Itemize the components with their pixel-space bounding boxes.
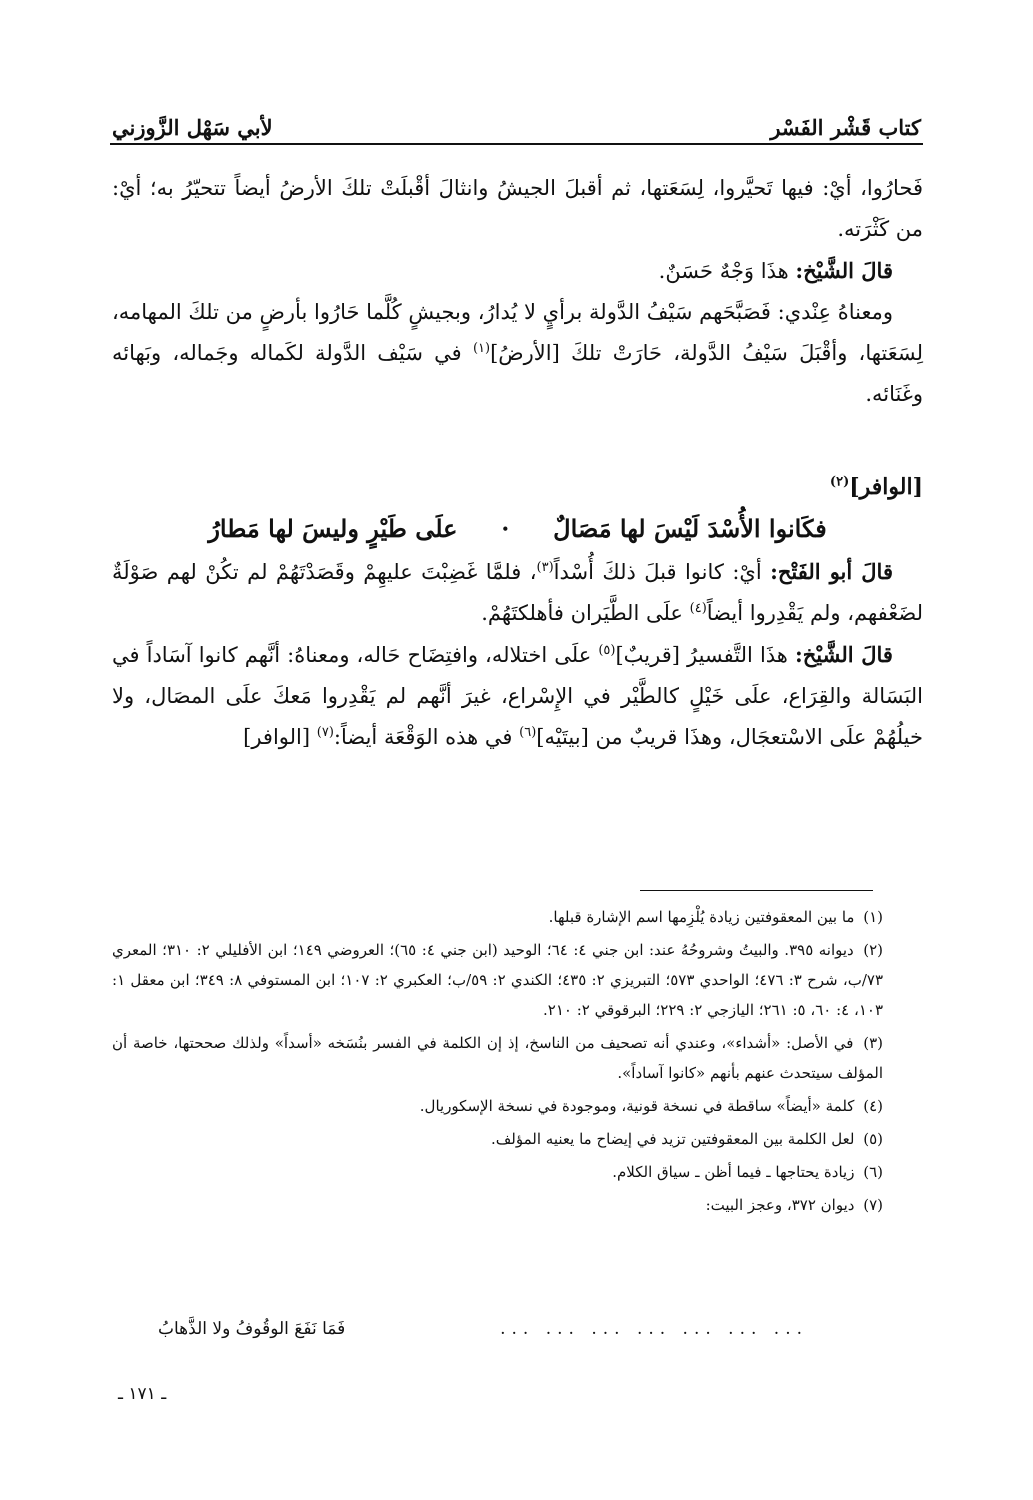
paragraph-4-text-c: علَى الطَّيَران فأهلكتَهُمْ. [481, 601, 690, 625]
footnote-7 [112, 1190, 883, 1220]
footnote-ref-5[interactable]: (٥) [598, 643, 616, 658]
speaker-label: قالَ الشَّيْخ: [794, 642, 893, 667]
paragraph-4-text-a: أيْ: كانوا قبلَ ذلكَ أُسْداً [553, 560, 771, 584]
page-number: ـ ١٧١ ـ [118, 1384, 167, 1404]
hemistich-text: فَمَا نَفَعَ الوقُوفُ ولا الذَّهابُ [158, 1319, 346, 1339]
paragraph-5 [112, 634, 923, 758]
footnote-ref-3[interactable]: (٣) [536, 560, 554, 575]
elided-hemistich-dots: ... ... ... ... ... ... ... [500, 1319, 808, 1339]
paragraph-4 [112, 551, 923, 634]
paragraph-2 [112, 250, 923, 292]
footnote-ref-1[interactable]: (١) [472, 341, 491, 356]
header-author: لأبي سَهْل الزَّوزني [112, 115, 273, 140]
verse-first-hemistich: فكَانوا الأُسْدَ لَيْسَ لها مَصَالٌ [553, 514, 827, 543]
verse-second-hemistich: علَى طَيْرٍ وليسَ لها مَطارُ [208, 514, 458, 543]
paragraph-3 [112, 292, 923, 415]
footnotes [112, 902, 883, 1223]
footnote-2 [112, 935, 883, 1025]
footnote-5 [112, 1124, 883, 1154]
footnote-4 [112, 1091, 883, 1121]
footnote-1 [112, 902, 883, 932]
header-rule [110, 143, 923, 145]
paragraph-3-text-a: ومعناهُ عِنْدي: فَصَبَّحَهم سَيْفُ الدَّولة برأيٍ لا يُدارُ، وبجيشٍ كُلَّما حَارُوا بأرضٍ من تلكَ المهامه، لِسَعَتها، وأقْبَلَ سَيْفُ الدَّولة، حَارَتْ تلكَ [الأرضُ] [112, 300, 924, 365]
paragraph-3-text-b: في سَيْف الدَّولة لكَماله وجَماله، وبَهائه وغَنَائه. [112, 341, 923, 406]
speaker-label: قالَ أبو الفَتْح: [770, 559, 893, 584]
footnote-text: زيادة يحتاجها ـ فيما أظن ـ سياق الكلام. [612, 1163, 855, 1181]
paragraph-5-text-d: [الوافر] [243, 725, 317, 749]
poetry-verse [112, 507, 923, 551]
footnote-text: في الأصل: «أشداء»، وعندي أنه تصحيف من الناسخ، إذ إن الكلمة في الفسر بنُسَخه «أسداً» ولذلك صححتها، خاصة أن المؤلف سيتحدث عنهم بأنهم «كانوا آساداً». [112, 1034, 883, 1082]
footnote-text: لعل الكلمة بين المعقوفتين تزيد في إيضاح ما يعنيه المؤلف. [491, 1130, 855, 1148]
header-book-title: كتاب قَشْر الفَسْر [770, 115, 921, 140]
speaker-label: قالَ الشَّيْخ: [795, 258, 893, 283]
footnote-text: ديوانه ٣٩٥. والبيتُ وشروحُهُ عند: ابن جني ٤: ٦٤؛ الوحيد (ابن جني ٤: ٦٥)؛ العروضي ١٤٩؛ ابن الأفليلي ٢: ٣١٠؛ المعري ٧٣/ب، شرح ٣: ٤٧٦؛ الواحدي ٥٧٣؛ التبريزي ٢: ٤٣٥؛ الكندي ٢: ٥٩/ب؛ العكبري ٢: ١٠٧؛ ابن المستوفي ٨: ٣٤٩؛ ابن معقل ١: ١٠٣، ٤: ٦٠، ٥: ٢٦١؛ اليازجي ٢: ٢٢٩؛ البرقوقي ٢: ٢١٠. [112, 941, 884, 1019]
running-header [112, 96, 921, 140]
footnote-number: (٧) [863, 1196, 883, 1214]
meter-name: [الوافر] [849, 474, 923, 500]
footnote-number: (٦) [863, 1163, 883, 1181]
footnote-ref-7[interactable]: (٧) [316, 725, 334, 740]
meter-label [112, 467, 923, 507]
footnote-text: ما بين المعقوفتين زيادة يُلْزِمها اسم الإشارة قبلها. [548, 908, 855, 926]
footnote-text: ديوان ٣٧٢، وعجز البيت: [705, 1196, 855, 1214]
footnote-number: (١) [863, 908, 883, 926]
paragraph-2-text: هذَا وَجْهٌ حَسَنٌ. [658, 259, 789, 283]
paragraph-5-text-c: في هذه الوَقْعَة أيضاً: [333, 725, 520, 749]
paragraph-1: فَحارُوا، أيْ: فيها تَحيَّروا، لِسَعَتها، ثم أقبلَ الجيشُ وانثالَ أقْبلَتْ تلكَ الأرضُ أيضاً تتحيّرُ به؛ أيْ: من كَثْرَته. [112, 176, 923, 241]
footnote-ref-2[interactable]: (٢) [829, 474, 850, 490]
footnote-rule [640, 890, 873, 891]
footnote-number: (٤) [863, 1097, 883, 1115]
footnote-6 [112, 1157, 883, 1187]
footnote-3 [112, 1028, 883, 1088]
footnote-number: (٣) [863, 1034, 883, 1052]
paragraph-4-text-b: ، فلمَّا غَضِبْتَ عليهِمْ وقَصَدْتَهُمْ لم تكُنْ لهم صَوْلَةٌ لضَعْفهم، ولم يَقْدِروا أيضاً [112, 560, 923, 625]
main-text [112, 168, 923, 758]
footnote-verse-hemistich [158, 1314, 808, 1344]
footnote-number: (٢) [863, 941, 884, 959]
footnote-ref-6[interactable]: (٦) [519, 725, 537, 740]
paragraph-5-text-a: هذَا التَّفسيرُ [قريبٌ] [615, 643, 795, 667]
verse-separator: • [501, 522, 510, 536]
paragraph-5-text-b: علَى اختلاله، وافتِضَاح حَاله، ومعناهُ: أنَّهم كانوا آسَاداً في البَسَالة والقِرَاع، علَى خَيْلٍ كالطَّيْر في الإِسْراع، غيرَ أنَّهم لم يَقْدِروا مَعكَ علَى المصَال، ولا خيلُهُمْ علَى الاسْتعجَال، وهذَا قريبٌ من [بيتَيْه] [112, 643, 923, 749]
footnote-number: (٥) [863, 1130, 883, 1148]
footnote-text: كلمة «أيضاً» ساقطة في نسخة قونية، وموجودة في نسخة الإسكوريال. [419, 1097, 855, 1115]
footnote-ref-4[interactable]: (٤) [689, 601, 707, 616]
